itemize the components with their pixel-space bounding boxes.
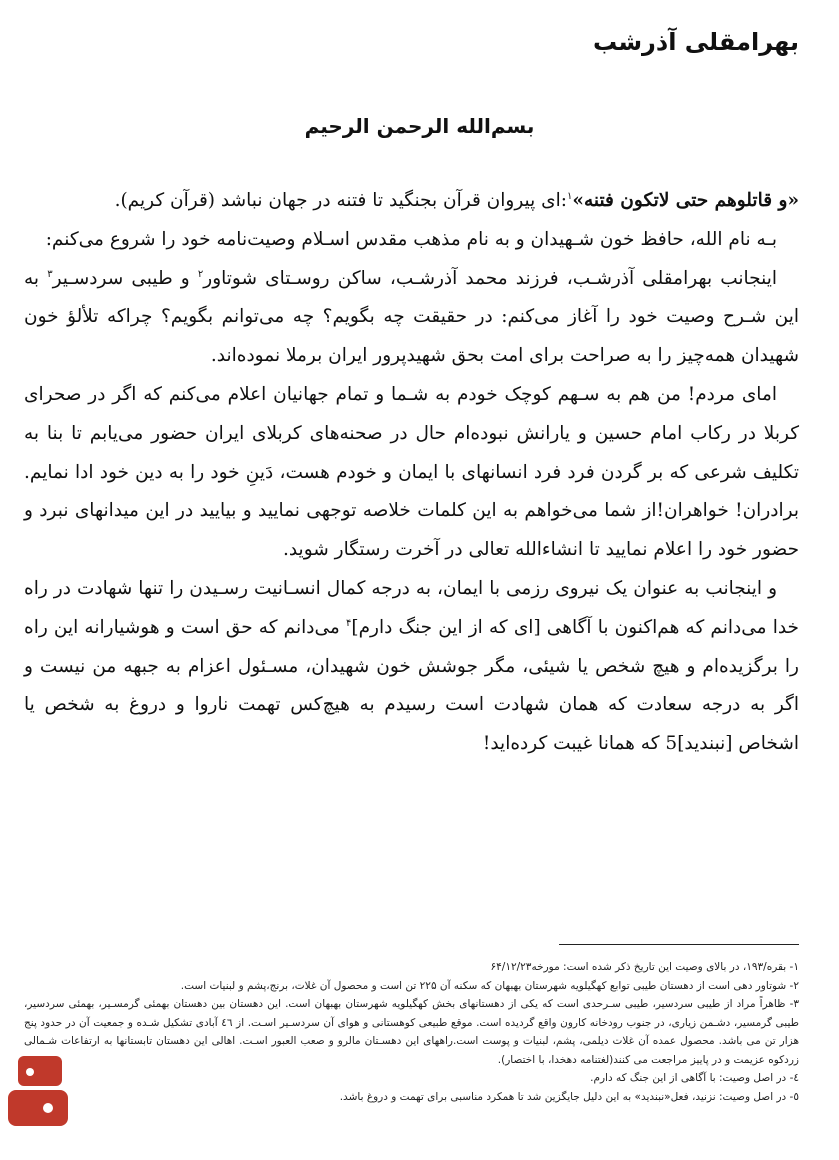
testament-body [24, 182, 799, 764]
logo-mark-top [18, 1056, 62, 1086]
footnote-separator [559, 944, 799, 945]
logo-caption-bg [6, 1132, 72, 1152]
footnote-5: ٥- در اصل وصیت: نزنید، فعل«نبندید» به این دلیل جایگزین شد تا همکرد مناسبی برای تهمت و دروغ باشد. [339, 1090, 799, 1103]
basmala-heading: بسم‌الله الرحمن الرحیم [304, 114, 535, 138]
author-name: بهرامقلی آذرشب [593, 28, 799, 56]
footnotes [24, 958, 799, 1106]
paragraph-3-part-b: و طیبی سردسـیر [52, 267, 198, 289]
logo-dot [43, 1103, 53, 1113]
quran-verse: «و قاتلوهم حتی لاتکون فتنه» [572, 190, 799, 211]
footnote-2: ۲- شوتاور دهی است از دهستان طیبی توابع کهگیلویه شهرستان بهبهان که سکنه آن ۲۲۵ تن است و محصول آن غلات، برنج،پشم و لبنیات است. [180, 979, 799, 992]
logo-mark-bottom [8, 1090, 68, 1126]
paragraph-2: بـه نام الله، حافظ خون شـهیدان و به نام مذهب مقدس اسـلام وصیت‌نامه خود را شروع می‌کنم: [45, 228, 777, 250]
paragraph-3 [24, 260, 799, 376]
paragraph-3-part-a: اینجانب بهرامقلی آذرشـب، فرزند محمد آذرشـب، ساکن روسـتای شوتاور [203, 267, 777, 289]
footnote-1: ۱- بقره/۱۹۳، در بالای وصیت این تاریخ ذکر شده است: مورخه۶۴/۱۲/۲۳ [490, 961, 799, 973]
footnote-ref-2[interactable]: ۲ [197, 268, 204, 280]
paragraph-5-part-a: و اینجانب به عنوان یک نیروی رزمی با ایمان، به درجه کمال انسـانیت رسـیدن را تنها شهادت در راه خدا می‌دانم که هم‌اکنون با آگاهی [ای که از این جنگ دارم] [24, 577, 799, 638]
navid-shahed-logo [4, 1050, 76, 1158]
footnote-ref-1[interactable]: ۱ [567, 190, 573, 202]
paragraph-5 [24, 570, 799, 764]
logo-dot [26, 1068, 34, 1076]
footnote-ref-4[interactable]: ۴ [345, 617, 352, 629]
footnote-3: ۳- ظاهراً مراد از طیبی سردسیر، طیبی سـرحدی است که یکی از دهستانهای بخش کهگیلویه شهرستان بهبهان است. این دهستان بین دهستان بهمئی گرمسـیر، بهمئی سردسیر، طیبی گرمسیر، دشـمن زیاری، در جنوب رودخانه کارون واقع گردیده است. موقع طبیعی کوهستانی و هوای آن سردسـیر اسـت. از ٤٦ آبادی تشکیل شـده و جمعیت آن در حدود پنج هزار تن می باشد. محصول عمده آن غلات دیلمی، پشم، لبنیات و پوست است.راههای این دهسـتان مالرو و صعب العبور اسـت. اهالی این دهستان تابستانها به ارتفاعات شـمالی زردکوه عزیمت و در پاییز مراجعت می کنند(لغتنامه دهخدا، با اختصار). [24, 998, 799, 1066]
paragraph-5-part-b: می‌دانم که حق است و هوشیارانه این راه را برگزیده‌ام و هیچ شخص یا شیئی، مگر جوشش خون شهیدان، مسـئول اعزام به جبهه من نیست و اگر به درجه سعادت که همان شهادت است رسیدم به هیچ‌کس تهمت ناروا و دروغ به شخص یا اشخاص [نبندید]5 که همانا غیبت کرده‌اید! [24, 616, 799, 755]
footnote-4: ٤- در اصل وصیت: با آگاهی از این جنگ که دارم. [590, 1072, 799, 1084]
footnote-ref-3[interactable]: ۳ [47, 268, 53, 280]
verse-translation: :ای پیروان قرآن بجنگید تا فتنه در جهان نباشد (قرآن کریم). [114, 190, 567, 211]
paragraph-4: امای مردم! من هم به سـهم کوچک خودم به شـما و تمام جهانیان اعلام می‌کنم که اگر در صحرای کربلا در رکاب امام حسین و یارانش نبوده‌ام حال در صحنه‌های کربلای ایران حضور می‌یابم تا بنا به تکلیف شرعی که بر گردن فرد فرد انسانهای با ایمان و خودم هست، دَینِ خود را به دین خود ادا نمایم. برادران! خواهران!از شما می‌خواهم به این کلمات خلاصه توجهی نمایید و بیایید در این میدانهای نبرد و حضور خود را اعلام نمایید تا انشاءالله تعالی در آخرت رستگار شوید. [24, 383, 799, 561]
paragraph-3-part-c: به این شـرح وصیت خود را آغاز می‌کنم: در حقیقت چه بگویم؟ چه می‌توانم بگویم؟ چراکه تلألؤ خون شهیدان همه‌چیز را به صراحت برای امت بحق شهیدپرور ایران برملا نموده‌اند. [24, 267, 799, 367]
paragraph-1 [24, 182, 799, 221]
